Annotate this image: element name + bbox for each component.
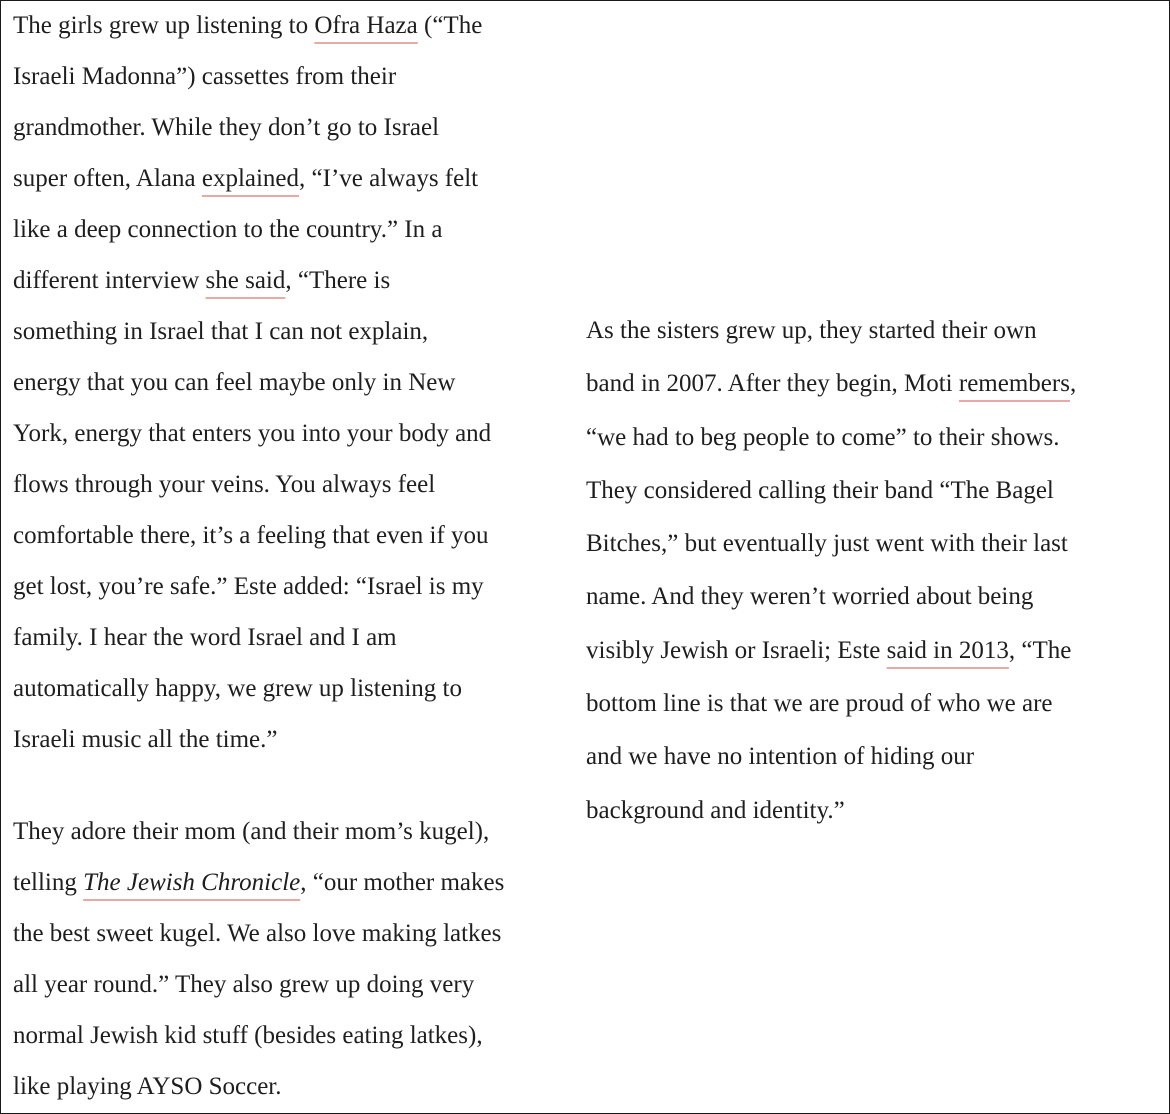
text-line bbox=[586, 517, 1170, 570]
text-line bbox=[13, 959, 573, 1010]
line-text: The girls grew up listening to bbox=[13, 12, 315, 39]
text-line bbox=[586, 570, 1170, 623]
inline-link[interactable]: The Jewish Chronicle bbox=[83, 869, 301, 896]
text-line bbox=[13, 510, 573, 561]
line-text: Israeli music all the time.” bbox=[13, 726, 278, 753]
line-text: , “our mother makes bbox=[300, 869, 505, 896]
text-line bbox=[13, 0, 573, 51]
text-line bbox=[586, 411, 1170, 464]
line-text: Israeli Madonna”) cassettes from their bbox=[13, 63, 397, 90]
line-text: , “I’ve always felt bbox=[299, 165, 479, 192]
text-line bbox=[13, 306, 573, 357]
inline-link[interactable]: she said bbox=[205, 267, 286, 294]
line-text: background and identity.” bbox=[586, 796, 845, 824]
text-line bbox=[13, 663, 573, 714]
line-text: flows through your veins. You always feel bbox=[13, 471, 436, 498]
text-line bbox=[13, 612, 573, 663]
left-column-paragraph-1 bbox=[13, 0, 573, 765]
line-text: energy that you can feel maybe only in New bbox=[13, 369, 456, 396]
text-line bbox=[13, 714, 573, 765]
line-text: comfortable there, it’s a feeling that even if you bbox=[13, 522, 489, 549]
text-line bbox=[13, 1010, 573, 1061]
line-text: York, energy that enters you into your body and bbox=[13, 420, 492, 447]
line-text: super often, Alana bbox=[13, 165, 202, 192]
line-text: the best sweet kugel. We also love making latkes bbox=[13, 920, 502, 947]
text-line bbox=[586, 464, 1170, 517]
text-line bbox=[586, 677, 1170, 730]
left-column-paragraph-2 bbox=[13, 806, 573, 1112]
line-text: (“The bbox=[417, 12, 483, 39]
inline-link[interactable]: remembers bbox=[958, 370, 1070, 398]
text-line bbox=[13, 153, 573, 204]
text-line bbox=[13, 255, 573, 306]
inline-link[interactable]: Ofra Haza bbox=[314, 12, 418, 39]
text-line bbox=[13, 459, 573, 510]
inline-link[interactable]: said in 2013 bbox=[886, 636, 1009, 664]
right-column-paragraph bbox=[586, 304, 1170, 837]
line-text: They considered calling their band “The Bagel bbox=[586, 476, 1054, 504]
line-text: like playing AYSO Soccer. bbox=[13, 1073, 282, 1100]
line-text: , bbox=[1069, 370, 1077, 398]
line-text: visibly Jewish or Israeli; Este bbox=[586, 636, 887, 664]
line-text: and we have no intention of hiding our bbox=[586, 743, 975, 771]
text-line bbox=[586, 624, 1170, 677]
line-text: automatically happy, we grew up listening to bbox=[13, 675, 462, 702]
line-text: bottom line is that we are proud of who we are bbox=[586, 690, 1053, 718]
text-line bbox=[586, 357, 1170, 410]
line-text: “we had to beg people to come” to their shows. bbox=[586, 423, 1060, 451]
line-text: , “The bbox=[1008, 636, 1072, 664]
text-line bbox=[13, 857, 573, 908]
line-text: As the sisters grew up, they started their own bbox=[586, 317, 1037, 344]
line-text: normal Jewish kid stuff (besides eating latkes), bbox=[13, 1022, 483, 1049]
line-text: They adore their mom (and their mom’s kugel), bbox=[13, 818, 490, 845]
inline-link[interactable]: explained bbox=[201, 165, 300, 192]
line-text: name. And they weren’t worried about being bbox=[586, 583, 1034, 611]
text-line bbox=[13, 102, 573, 153]
line-text: get lost, you’re safe.” Este added: “Israel is my bbox=[13, 573, 484, 600]
text-line bbox=[586, 784, 1170, 837]
line-text: something in Israel that I can not explain, bbox=[13, 318, 429, 345]
line-text: telling bbox=[13, 869, 84, 896]
line-text: like a deep connection to the country.” In a bbox=[13, 216, 443, 243]
text-line bbox=[13, 51, 573, 102]
line-text: , “There is bbox=[285, 267, 391, 294]
line-text: Bitches,” but eventually just went with their last bbox=[586, 530, 1068, 558]
text-line bbox=[586, 730, 1170, 783]
line-text: all year round.” They also grew up doing very bbox=[13, 971, 475, 998]
line-text: grandmother. While they don’t go to Israel bbox=[13, 114, 440, 141]
line-text: different interview bbox=[13, 267, 206, 294]
text-line bbox=[13, 806, 573, 857]
text-line bbox=[13, 908, 573, 959]
text-line bbox=[586, 304, 1170, 357]
line-text: family. I hear the word Israel and I am bbox=[13, 624, 397, 651]
text-line bbox=[13, 204, 573, 255]
text-line bbox=[13, 408, 573, 459]
text-line bbox=[13, 561, 573, 612]
line-text: band in 2007. After they begin, Moti bbox=[586, 370, 959, 398]
text-line bbox=[13, 357, 573, 408]
text-line bbox=[13, 1061, 573, 1112]
